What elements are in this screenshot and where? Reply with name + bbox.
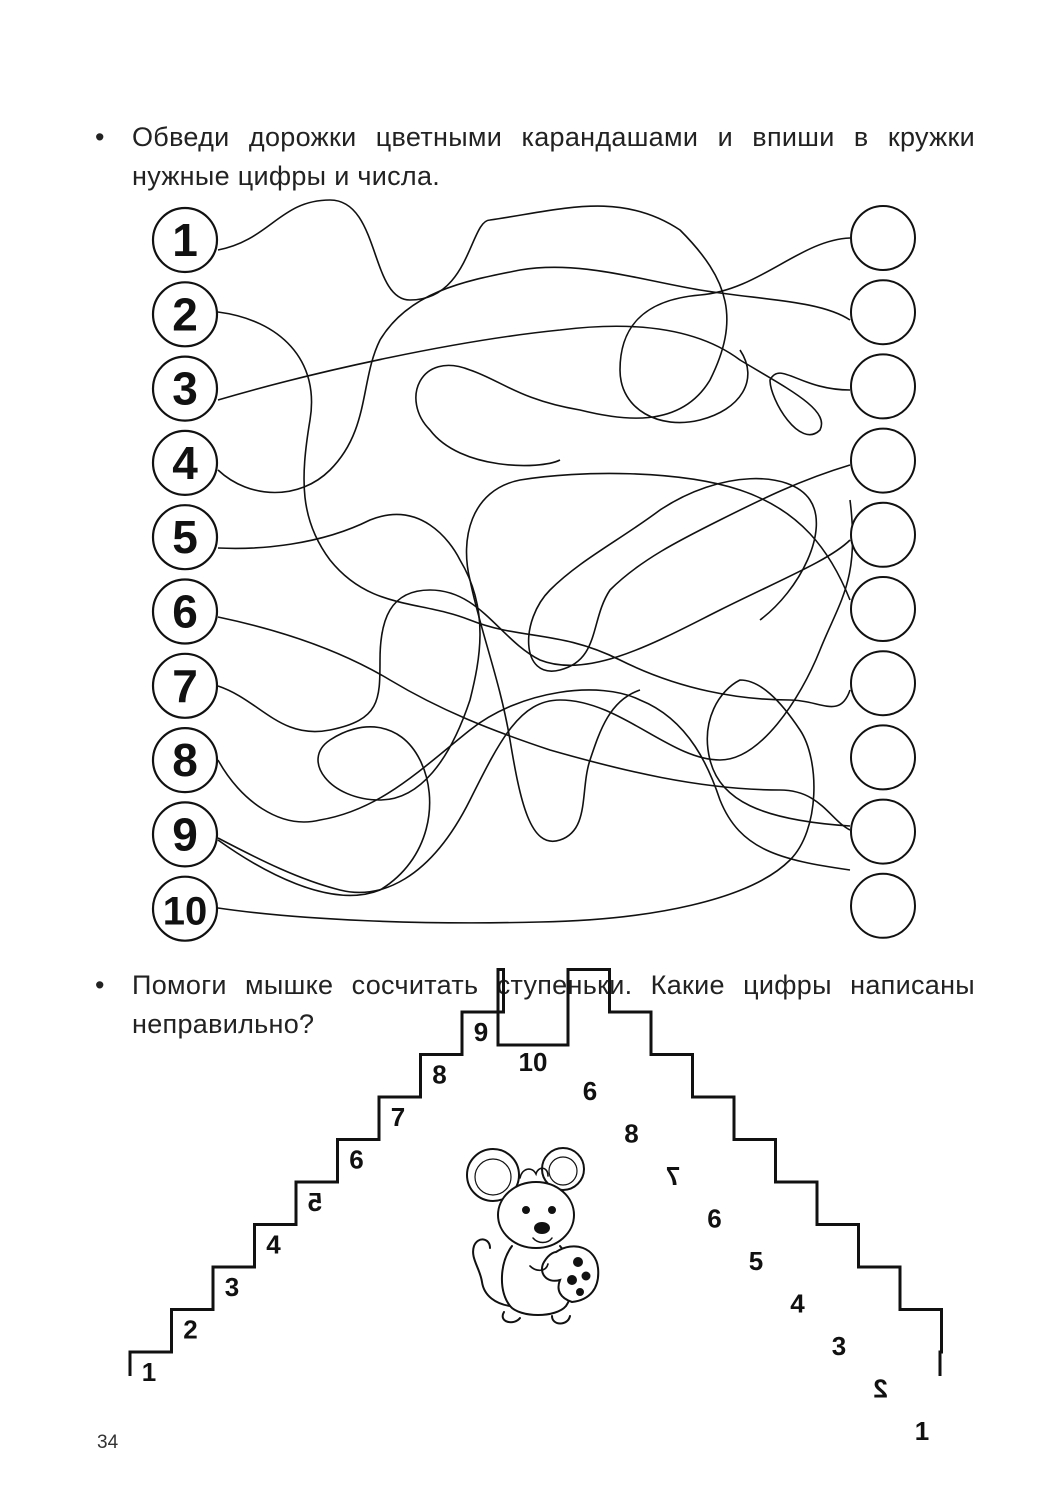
left-step-number: 8 — [432, 1059, 447, 1090]
right-step-number: 6 — [582, 1076, 598, 1106]
left-number-label: 3 — [172, 362, 198, 415]
bullet: • — [95, 122, 105, 152]
left-number-label: 2 — [172, 288, 198, 341]
right-step-number: 4 — [790, 1288, 805, 1319]
right-step-number: 8 — [624, 1118, 639, 1149]
mouse-holding-cheese-icon — [467, 1148, 598, 1324]
left-number-label: 10 — [162, 889, 208, 934]
right-step-number: 7 — [665, 1161, 681, 1191]
task-1-text: Обведи дорожки цветными карандашами и впиши в кружки нужные цифры и числа. — [132, 122, 975, 191]
left-number-label: 1 — [172, 214, 198, 266]
task-2-text: Помоги мышке сосчитать ступеньки. Какие цифры написаны неправильно? — [132, 970, 975, 1039]
bullet: • — [95, 970, 105, 1000]
right-step-number: 3 — [831, 1331, 847, 1361]
left-number-label: 8 — [172, 734, 198, 787]
right-step-number: 1 — [914, 1416, 930, 1446]
left-number-label: 4 — [172, 436, 198, 489]
left-number-label: 9 — [172, 808, 198, 861]
left-number-label: 5 — [172, 511, 198, 564]
left-number-label: 7 — [172, 659, 198, 712]
right-step-number: 6 — [707, 1203, 722, 1234]
left-step-number: 6 — [349, 1144, 364, 1175]
left-step-number: 7 — [390, 1102, 406, 1132]
left-step-number: 9 — [473, 1017, 489, 1047]
top-step-number: 10 — [518, 1047, 548, 1077]
right-step-number: 2 — [873, 1373, 888, 1404]
page-number: 34 — [97, 1432, 119, 1453]
left-step-number: 2 — [183, 1314, 198, 1345]
left-number-label: 6 — [172, 585, 198, 638]
left-step-number: 4 — [266, 1229, 281, 1260]
left-step-number: 5 — [307, 1187, 323, 1217]
left-step-number: 3 — [224, 1272, 240, 1302]
right-step-number: 5 — [748, 1246, 764, 1276]
left-step-number: 1 — [141, 1357, 157, 1387]
